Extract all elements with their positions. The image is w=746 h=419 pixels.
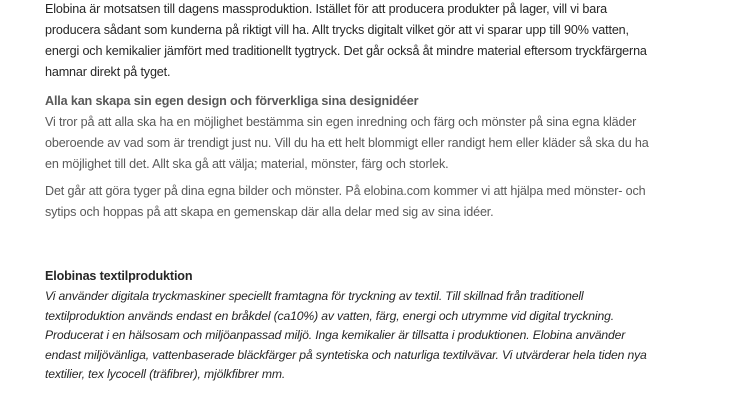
tyger-paragraph (45, 181, 646, 223)
intro-line: Elobina är motsatsen till dagens massproduktion. Istället för att producera produkter på lager, vill vi bara (45, 2, 608, 16)
intro-line: producera sådant som kunderna på riktigt vill ha. Allt trycks digitalt vilket gör att vi sparar upp till 90% vatten, (45, 23, 629, 37)
textil-line: endast miljövänliga, vattenbaserade bläckfärger på syntetiska och naturliga textilvävar. Vi utvärderar hela tiden nya (45, 347, 647, 362)
design-section (45, 91, 649, 175)
design-heading: Alla kan skapa sin egen design och förverkliga sina designidéer (45, 94, 419, 108)
textil-heading: Elobinas textilproduktion (45, 269, 193, 283)
textil-line: textilproduktion används endast en bråkdel (ca10%) av vatten, färg, energi och utrymme vid digital tryckning. (45, 308, 614, 323)
design-line: en möjlighet till det. Allt ska gå att välja; material, mönster, färg och storlek. (45, 157, 449, 171)
textil-line: Producerat i en hälsosam och miljöanpassad miljö. Inga kemikalier är tillsatta i produktionen. Elobina använder (45, 328, 626, 343)
intro-line: energi och kemikalier jämfört med traditionellt tygtryck. Det går också åt mindre material eftersom tryckfärgerna (45, 44, 647, 58)
textil-line: Vi använder digitala tryckmaskiner speciellt framtagna för tryckning av textil. Till skillnad från traditionell (45, 289, 584, 303)
tyger-line: Det går att göra tyger på dina egna bilder och mönster. På elobina.com kommer vi att hjälpa med mönster- och (45, 184, 646, 198)
textil-section (45, 266, 647, 385)
intro-paragraph (45, 0, 647, 83)
tyger-line: sytips och hoppas på att skapa en gemenskap där alla delar med sig av sina idéer. (45, 205, 494, 219)
intro-line: hamnar direkt på tyget. (45, 65, 171, 79)
design-line: Vi tror på att alla ska ha en möjlighet bestämma sin egen inredning och färg och mönster på sina egna kläder (45, 115, 637, 129)
textil-line: textilier, tex lycocell (träfibrer), mjölkfibrer mm. (45, 367, 286, 382)
design-line: oberoende av vad som är trendigt just nu. Vill du ha ett helt blommigt eller randigt hem eller kläder så ska du ha (45, 136, 649, 150)
